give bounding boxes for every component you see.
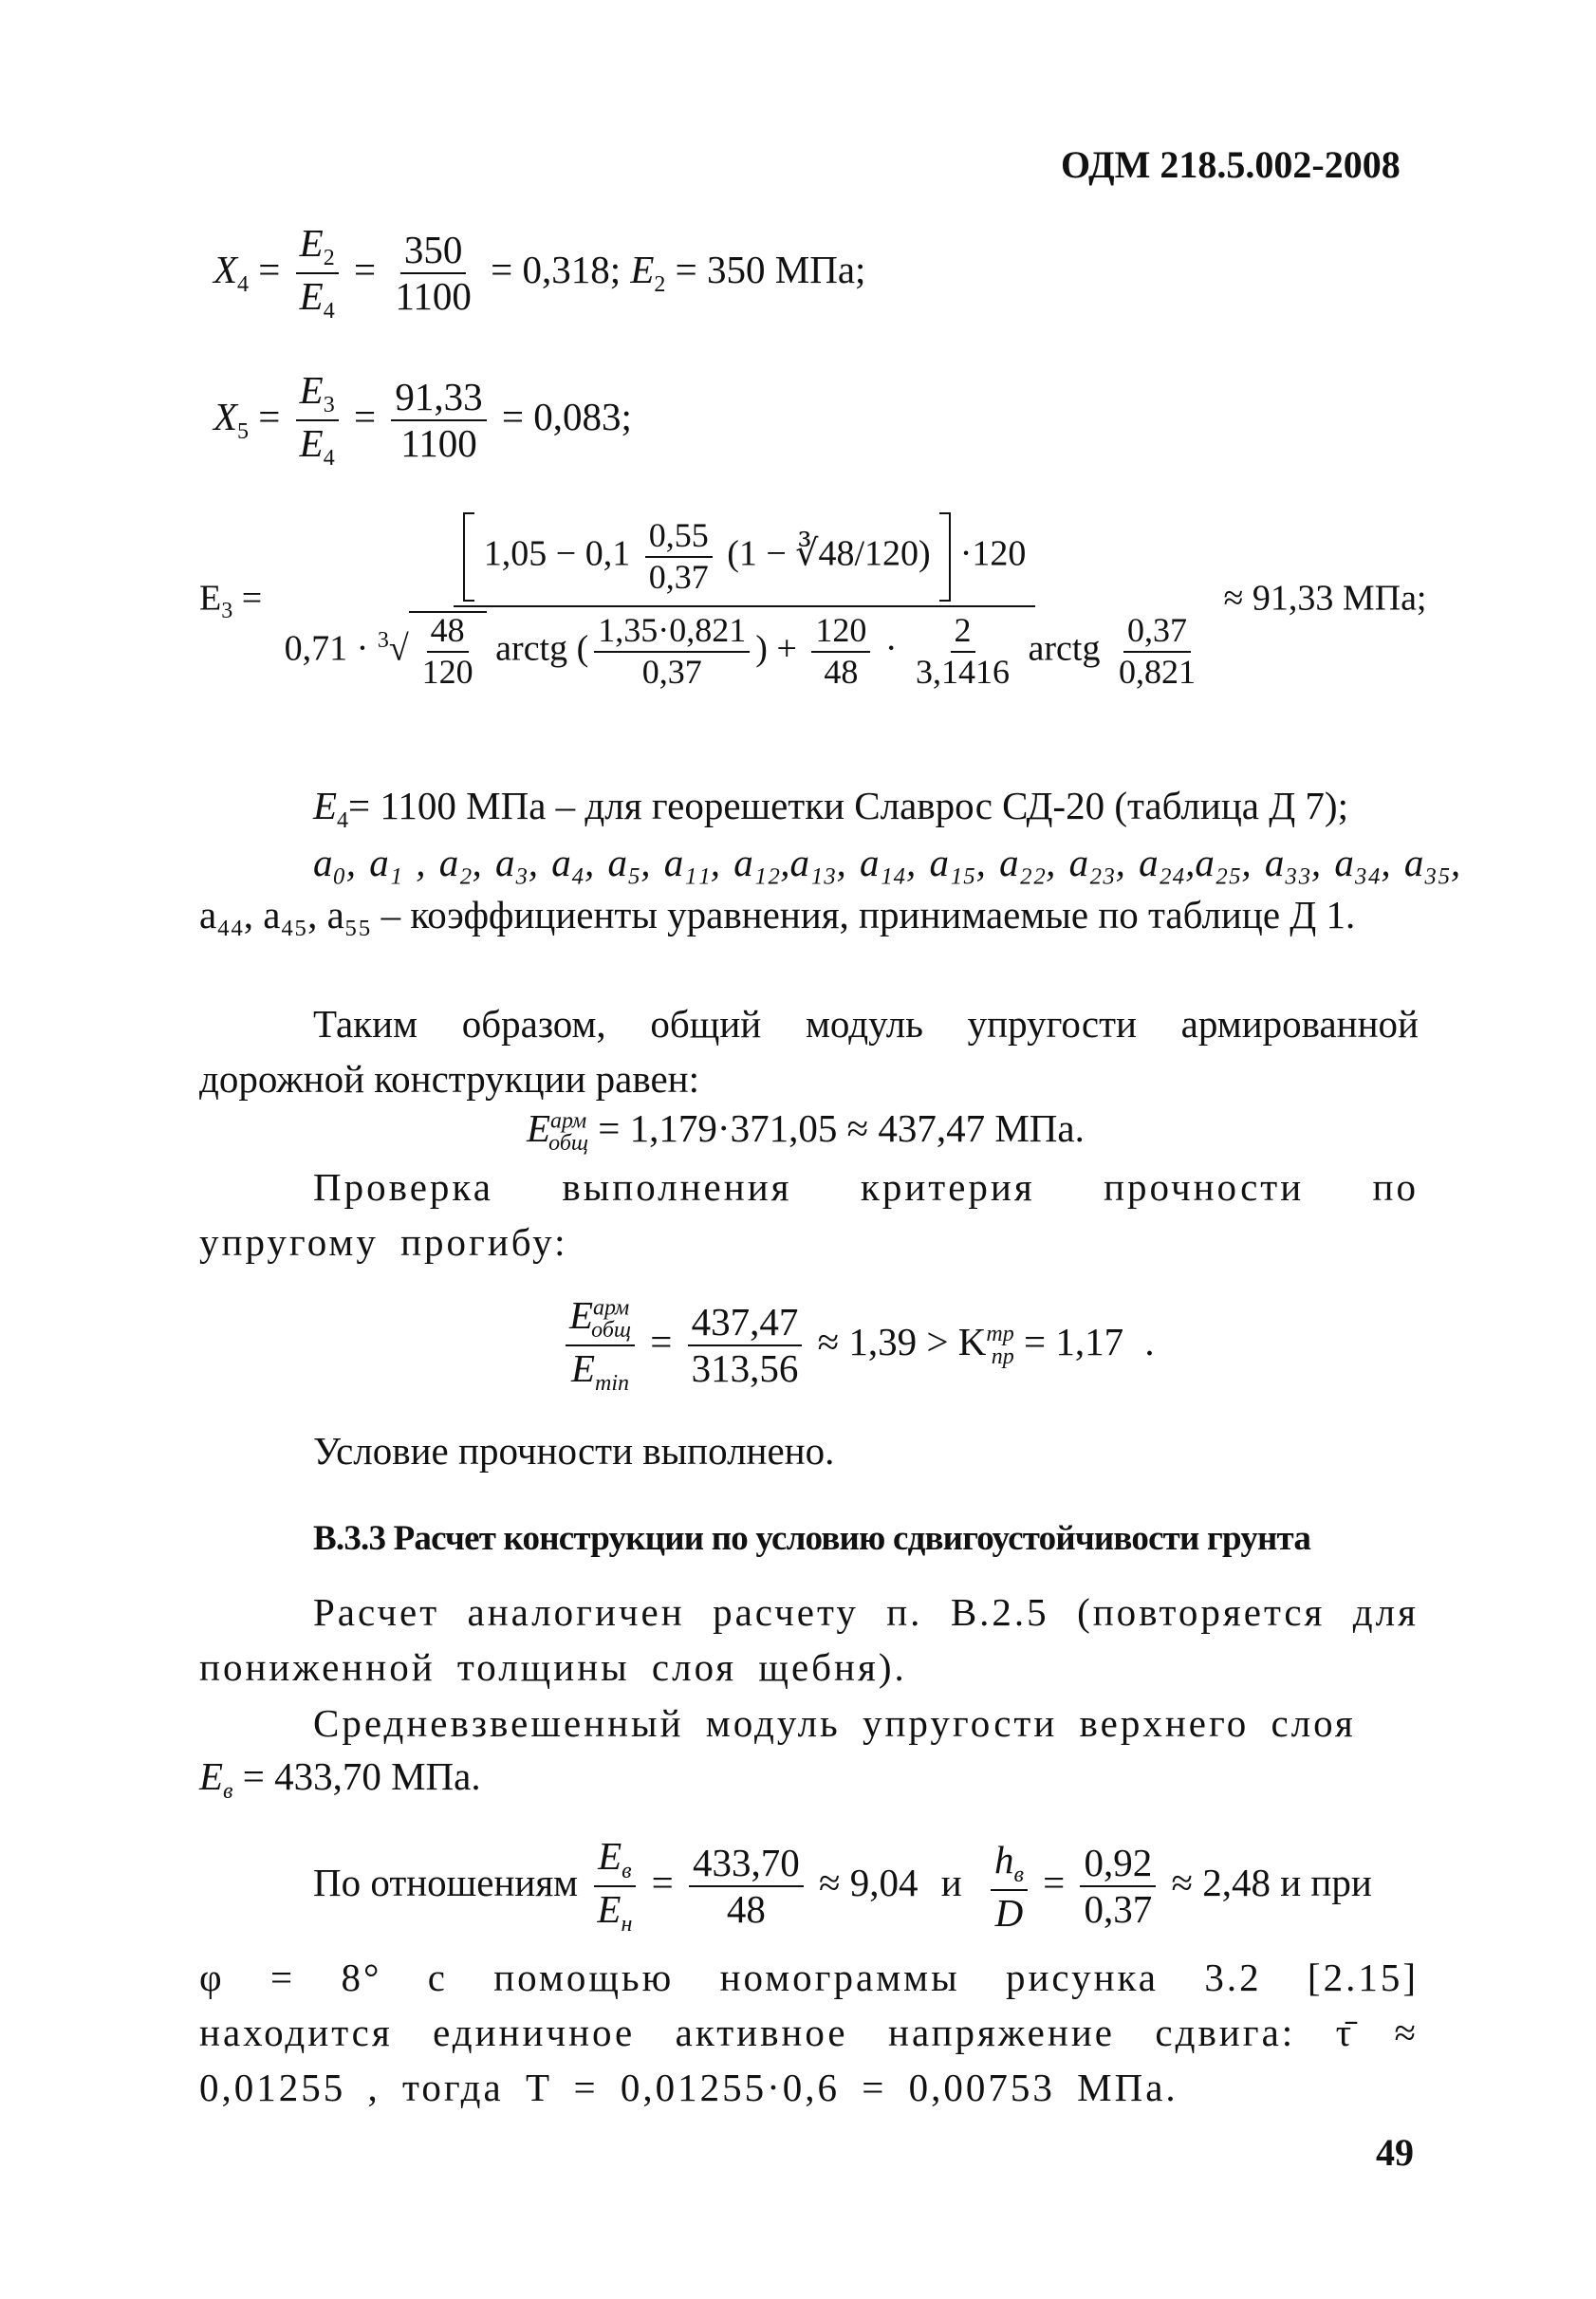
avg-modulus-paragraph: Средневзвешенный модуль упругости верхнего слоя	[313, 1701, 1356, 1745]
avg-modulus-value: $E_в = 433,70$ МПа.	[199, 1754, 481, 1805]
modulus-paragraph: Таким образом, общий модуль упругости армированной дорожной конструкции равен:	[199, 1002, 1419, 1101]
final-paragraph: φ = 8° с помощью номограммы рисунка 3.2 [2.15] находится единичное активное напряжение сдвига: τ̄ ≈ 0,01255 , тогда T = 0,01255·0,6 = 0,00753 МПа.	[199, 1956, 1419, 2109]
formula-x4: $X_4$ = $\frac{E_2}{E_4}$ = $\frac{350}{1100}$ = 0,318; $E_2 = 350$ МПа;	[213, 221, 866, 324]
check-formula: $\frac{E^{арм}_{общ}}{E_{min}}$ = $\frac{437,47}{313,56}$ ≈ $1,39 > K^{тр}_{пр} = 1,17$ .	[560, 1295, 1155, 1397]
modulus-formula: $E^{арм}_{общ} = 1,179\cdot 371,05 \approx 437,47$ МПа.	[527, 1106, 1085, 1157]
ratio-line: По отношениям $\frac{E_в}{E_н}$ = $\frac{433,70}{48}$ ≈ 9,04 и $\frac{h_в}{D}$ = $\frac{0,92}{0,37}$ ≈ 2,48 и при	[313, 1834, 1372, 1937]
document-code: ОДМ 218.5.002-2008	[1061, 143, 1401, 186]
section-title: В.3.3 Расчет конструкции по условию сдвигоустойчивости грунта	[313, 1519, 1311, 1558]
formula-x5: $X_5$ = $\frac{E_3}{E_4}$ = $\frac{91,33}{1100}$ = 0,083;	[213, 368, 632, 472]
check-paragraph: Проверка выполнения критерия прочности по упругому прогибу:	[199, 1165, 1419, 1264]
page-number: 49	[1376, 2131, 1414, 2174]
coefficients-description: a₄₄, a₄₅, a₅₅ – коэффициенты уравнения, принимаемые по таблице Д 1.	[199, 893, 1356, 936]
formula-e3: $E_3$ = 1,05 − 0,1 $\frac{0,55}{0,37}$ (1 − ∛48/120) ·120 0,71 · $^3$√ $\frac{48}{120}$ arctg ( $\frac{1,35\cdot 0,821}{0,37}$ ) + $\frac{120}{48}$ · $\frac{2}{3,1416}$ arctg $\frac{0,37}{0,821}$ ≈ 91,33 МПа;	[199, 512, 1427, 691]
calc-paragraph: Расчет аналогичен расчету п. В.2.5 (повторяется для пониженной толщины слоя щебня).	[199, 1590, 1419, 1689]
condition-statement: Условие прочности выполнено.	[313, 1429, 835, 1473]
e4-definition: $E_4= 1100$ МПа – для георешетки Славрос СД-20 (таблица Д 7);	[313, 784, 1348, 834]
coefficients-list: a₀, a₁ , a₂, a₃, a₄, a₅, a₁₁, a₁₂,a₁₃, a₁₄, a₁₅, a₂₂, a₂₃, a₂₄,a₂₅, a₃₃, a₃₄, a₃₅,	[313, 841, 1461, 884]
